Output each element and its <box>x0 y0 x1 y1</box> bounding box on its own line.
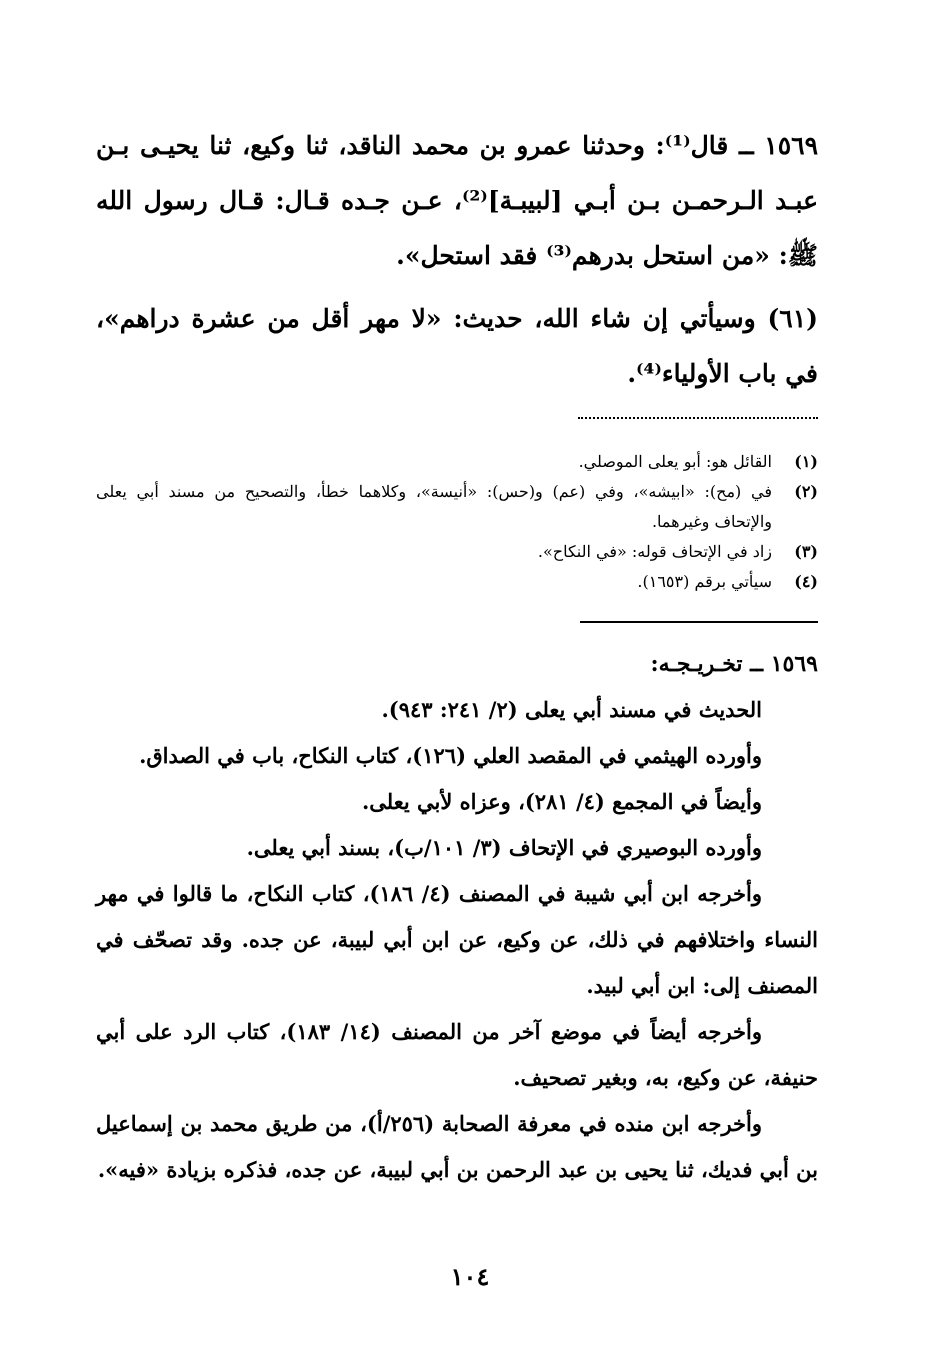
takhrij-line-4: وأورده البوصيري في الإتحاف (٣/ ١٠١/ب)، بسند أبي يعلى. <box>246 835 762 860</box>
takhrij-line-7: وأخرجه ابن منده في معرفة الصحابة (٢٥٦/أ)، من طريق محمد بن إسماعيل بن أبي فديك، ثنا يحيى بن عبد الرحمن بن أبي لبيبة، عن جده، فذكره بزيادة «فيه». <box>96 1111 818 1182</box>
takhrij-section <box>96 641 818 1193</box>
takhrij-heading: ١٥٦٩ ــ تخـريـجـه: <box>650 651 818 677</box>
footnote-2 <box>96 477 818 537</box>
takhrij-line-6: وأخرجه أيضاً في موضع آخر من المصنف (١٤/ ١٨٣)، كتاب الرد على أبي حنيفة، عن وكيع، به، وبغير تصحيف. <box>96 1019 818 1090</box>
footnote-number: (١) <box>794 452 818 471</box>
takhrij-line-2: وأورده الهيثمي في المقصد العلي (١٢٦)، كتاب النكاح، باب في الصداق. <box>139 743 762 768</box>
takhrij-line-1: الحديث في مسند أبي يعلى (٢/ ٢٤١: ٩٤٣). <box>381 697 762 722</box>
footnote-text: في (مح): «ابيشه»، وفي (عم) و(حس): «أنيسة»، وكلاهما خطأ، والتصحيح من مسند أبي يعلى والإتحاف وغيرهما. <box>96 482 772 531</box>
hadith-1569: ١٥٦٩ ــ قال⁽¹⁾: وحدثنا عمرو بن محمد الناقد، ثنا وكيع، ثنا يحيـى بـن عبـد الـرحمـن بـن أبـي [لبيبـة]⁽²⁾، عـن جـده قـال: قـال رسول الله ﷺ: «من استحل بدرهم⁽³⁾ فقد استحل». <box>96 131 819 270</box>
footnote-number: (٤) <box>794 572 818 591</box>
footnote-separator <box>578 417 818 433</box>
takhrij-line-3: وأيضاً في المجمع (٤/ ٢٨١)، وعزاه لأبي يعلى. <box>361 789 762 814</box>
footnote-3 <box>96 537 818 567</box>
page-number: ١٠٤ <box>450 1262 490 1291</box>
footnote-text: سيأتي برقم (١٦٥٣). <box>637 572 772 591</box>
footnote-number: (٣) <box>794 542 818 561</box>
footnote-text: زاد في الإتحاف قوله: «في النكاح». <box>537 542 772 561</box>
footnote-text: القائل هو: أبو يعلى الموصلي. <box>578 452 772 471</box>
note-61: (٦١) وسيأتي إن شاء الله، حديث: «لا مهر أقل من عشرة دراهم»، في باب الأولياء⁽⁴⁾. <box>96 304 818 388</box>
takhrij-line-5: وأخرجه ابن أبي شيبة في المصنف (٤/ ١٨٦)، كتاب النكاح، ما قالوا في مهر النساء واختلافهم في ذلك، عن وكيع، عن ابن أبي لبيبة، عن جده. وقد تصحّف في المصنف إلى: ابن أبي لبيد. <box>96 881 818 998</box>
main-text <box>96 118 818 401</box>
footnote-number: (٢) <box>794 482 818 501</box>
page-body <box>96 118 818 1193</box>
footnote-1 <box>96 447 818 477</box>
section-rule <box>580 621 818 623</box>
footnote-4 <box>96 567 818 597</box>
footnotes <box>96 447 818 597</box>
